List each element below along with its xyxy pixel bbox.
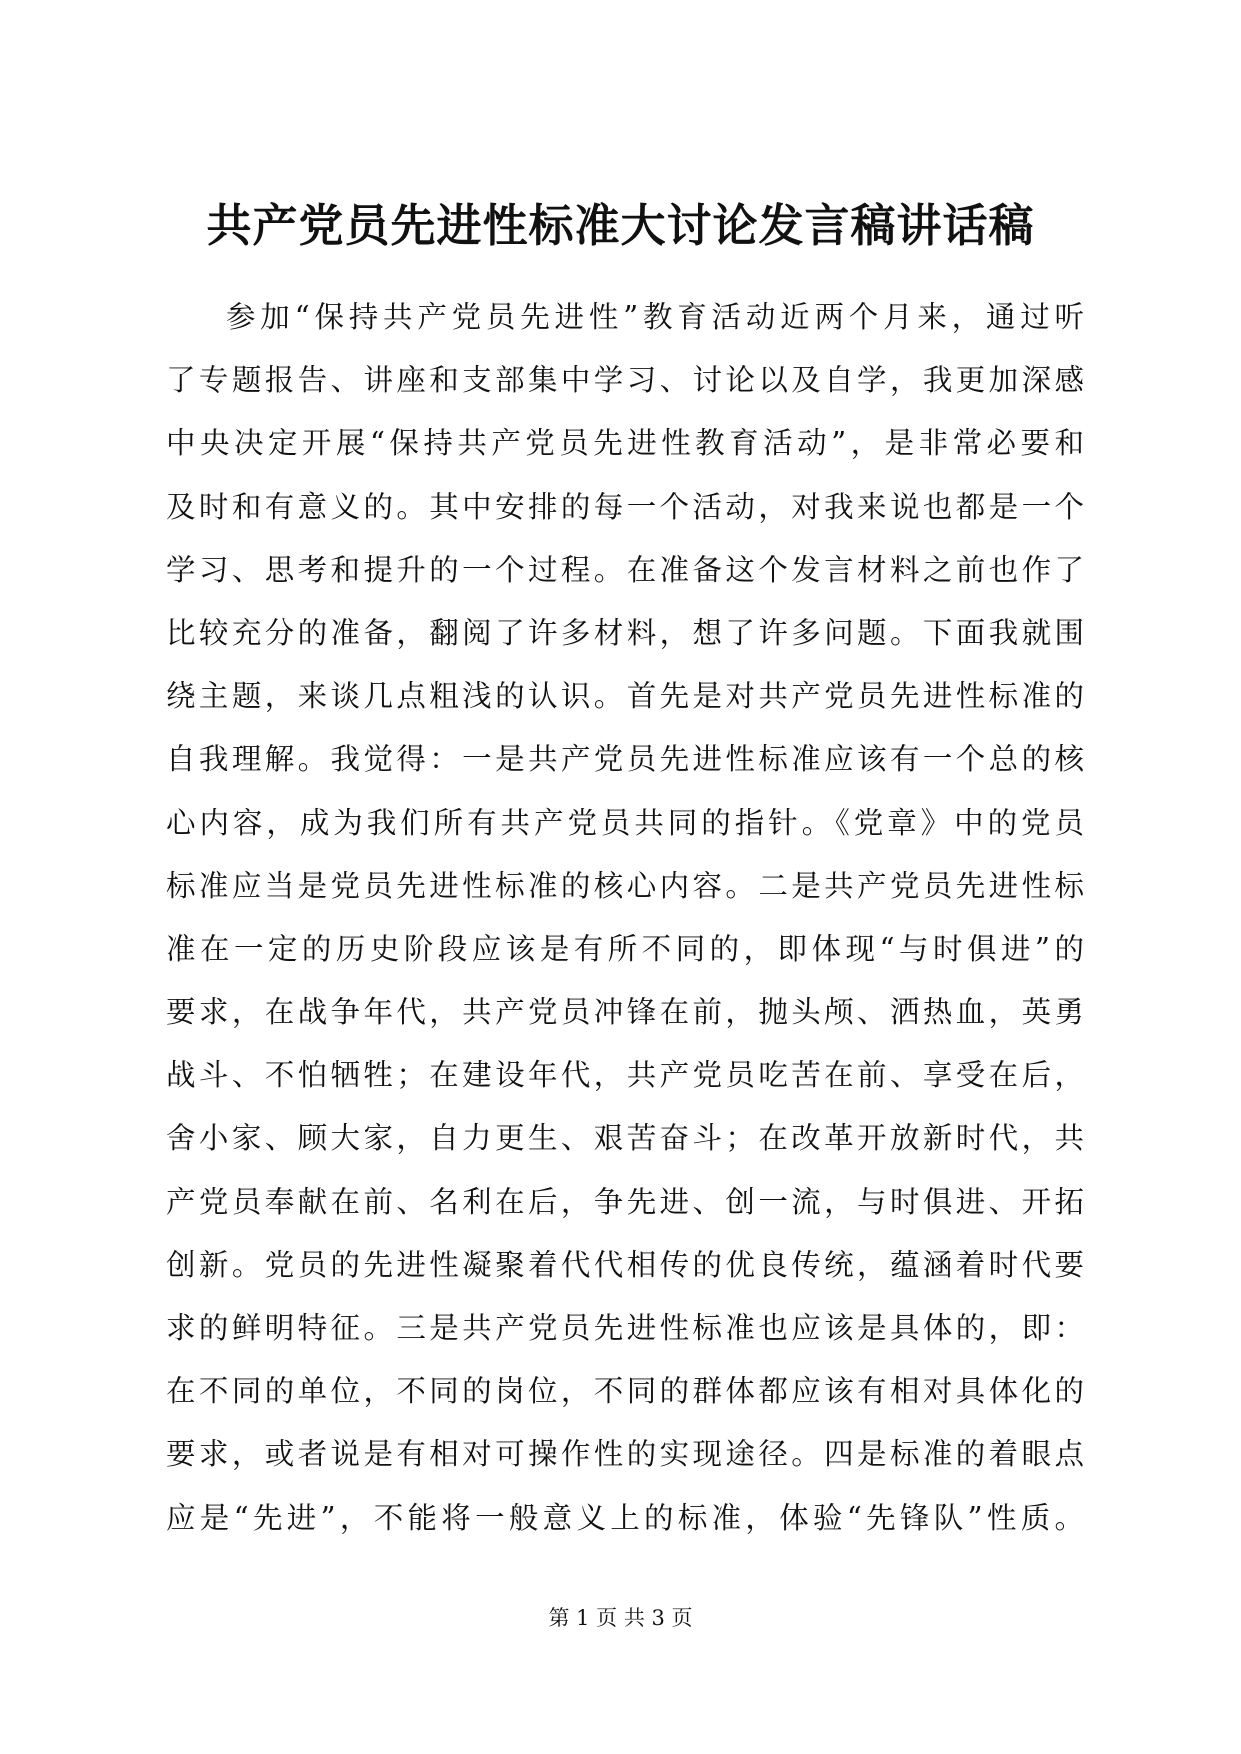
text-line: 参加“保持共产党员先进性”教育活动近两个月来，通过听	[226, 300, 1086, 334]
page-number-label: 第 1 页 共 3 页	[548, 1606, 693, 1630]
text-line: 产党员奉献在前、名利在后，争先进、创一流，与时俱进、开拓	[166, 1184, 1086, 1219]
text-line: 要求，在战争年代，共产党员冲锋在前，抛头颅、洒热血，英勇	[166, 995, 1086, 1030]
text-line: 学习、思考和提升的一个过程。在准备这个发言材料之前也作了	[166, 552, 1086, 587]
text-line: 标准应当是党员先进性标准的核心内容。二是共产党员先进性标	[166, 868, 1086, 903]
text-line: 舍小家、顾大家，自力更生、艰苦奋斗；在改革开放新时代，共	[166, 1121, 1086, 1156]
text-line: 创新。党员的先进性凝聚着代代相传的优良传统，蕴涵着时代要	[166, 1247, 1086, 1282]
text-line: 战斗、不怕牺牲；在建设年代，共产党员吃苦在前、享受在后，	[166, 1058, 1086, 1093]
text-line: 应是“先进”，不能将一般意义上的标准，体验“先锋队”性质。	[166, 1500, 1086, 1535]
text-line: 绕主题，来谈几点粗浅的认识。首先是对共产党员先进性标准的	[166, 679, 1086, 714]
text-line: 在不同的单位，不同的岗位，不同的群体都应该有相对具体化的	[166, 1374, 1086, 1409]
text-line: 自我理解。我觉得：一是共产党员先进性标准应该有一个总的核	[166, 742, 1086, 777]
body-paragraph	[166, 286, 1086, 1550]
text-line: 准在一定的历史阶段应该是有所不同的，即体现“与时俱进”的	[166, 931, 1086, 966]
text-line: 要求，或者说是有相对可操作性的实现途径。四是标准的着眼点	[166, 1437, 1086, 1472]
text-line: 求的鲜明特征。三是共产党员先进性标准也应该是具体的，即：	[166, 1311, 1086, 1345]
page-footer	[0, 1603, 1241, 1633]
text-line: 心内容，成为我们所有共产党员共同的指针。《党章》中的党员	[166, 805, 1086, 840]
text-line: 中央决定开展“保持共产党员先进性教育活动”，是非常必要和	[166, 426, 1086, 461]
document-title: 共产党员先进性标准大讨论发言稿讲话稿	[206, 199, 1035, 252]
text-line: 比较充分的准备，翻阅了许多材料，想了许多问题。下面我就围	[166, 615, 1086, 650]
text-line: 及时和有意义的。其中安排的每一个活动，对我来说也都是一个	[166, 489, 1086, 524]
text-line: 了专题报告、讲座和支部集中学习、讨论以及自学，我更加深感	[166, 363, 1086, 398]
